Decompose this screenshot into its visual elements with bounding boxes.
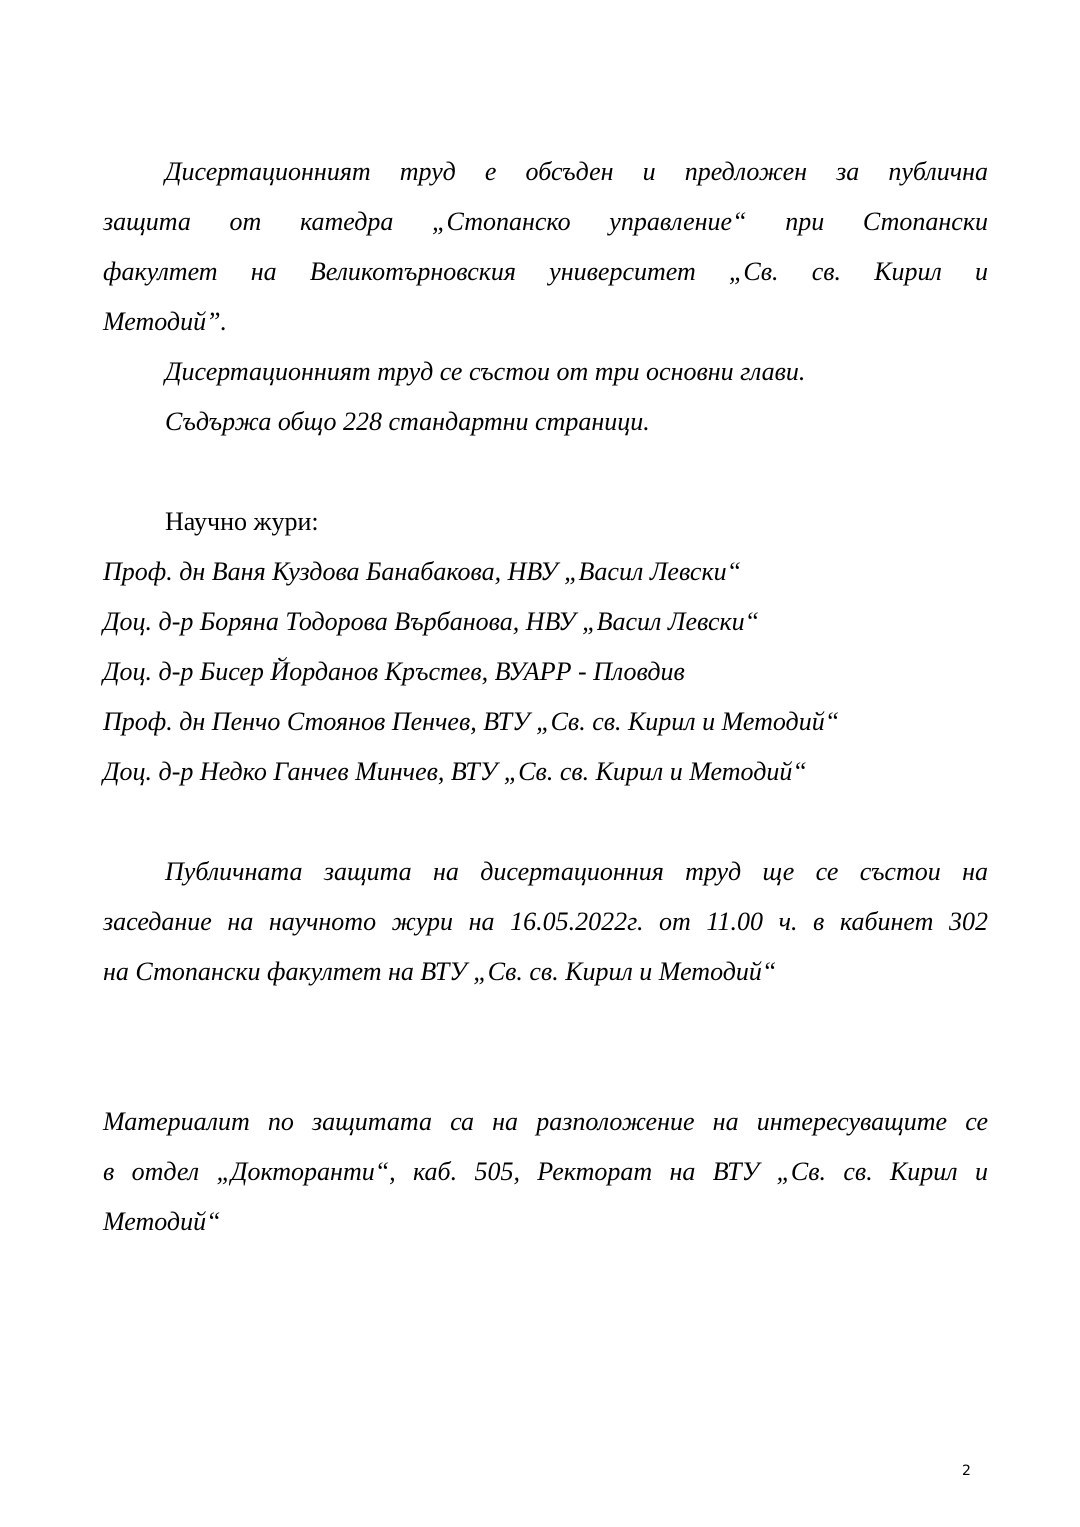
chapters-text: Дисертационният труд се състои от три основни глави. xyxy=(165,357,806,386)
materials-line3: Методий“ xyxy=(103,1207,221,1236)
defense-line2: заседание на научното жури на 16.05.2022г. от 11.00 ч. в кабинет 302 xyxy=(103,907,988,936)
defense-line3: на Стопански факултет на ВТУ „Св. св. Кирил и Методий“ xyxy=(103,957,777,986)
jury-member: Доц. д-р Боряна Тодорова Върбанова, НВУ „Васил Левски“ xyxy=(103,607,760,636)
pages-text: Съдържа общо 228 стандартни страници. xyxy=(165,407,650,436)
materials-line1: Материалит по защитата са на разположение на интересуващите се xyxy=(103,1107,988,1136)
jury-member: Доц. д-р Бисер Йорданов Кръстев, ВУАРР - Пловдив xyxy=(103,657,685,686)
jury-member: Доц. д-р Недко Ганчев Минчев, ВТУ „Св. св. Кирил и Методий“ xyxy=(103,757,807,786)
materials-line2: в отдел „Докторанти“, каб. 505, Ректорат на ВТУ „Св. св. Кирил и xyxy=(103,1157,988,1186)
defense-line1: Публичната защита на дисертационния труд ще се състои на xyxy=(165,857,988,886)
jury-heading: Научно жури: xyxy=(165,507,319,536)
paragraph1-line1: Дисертационният труд е обсъден и предложен за публична xyxy=(165,157,988,186)
paragraph1-line4: Методий”. xyxy=(103,307,228,336)
paragraph1-line2: защита от катедра „Стопанско управление“ при Стопански xyxy=(103,207,988,236)
paragraph1-line3: факултет на Великотърновския университет „Св. св. Кирил и xyxy=(103,257,988,286)
jury-member: Проф. дн Ваня Куздова Банабакова, НВУ „Васил Левски“ xyxy=(103,557,742,586)
jury-member: Проф. дн Пенчо Стоянов Пенчев, ВТУ „Св. св. Кирил и Методий“ xyxy=(103,707,840,736)
page-number: 2 xyxy=(962,1463,971,1479)
